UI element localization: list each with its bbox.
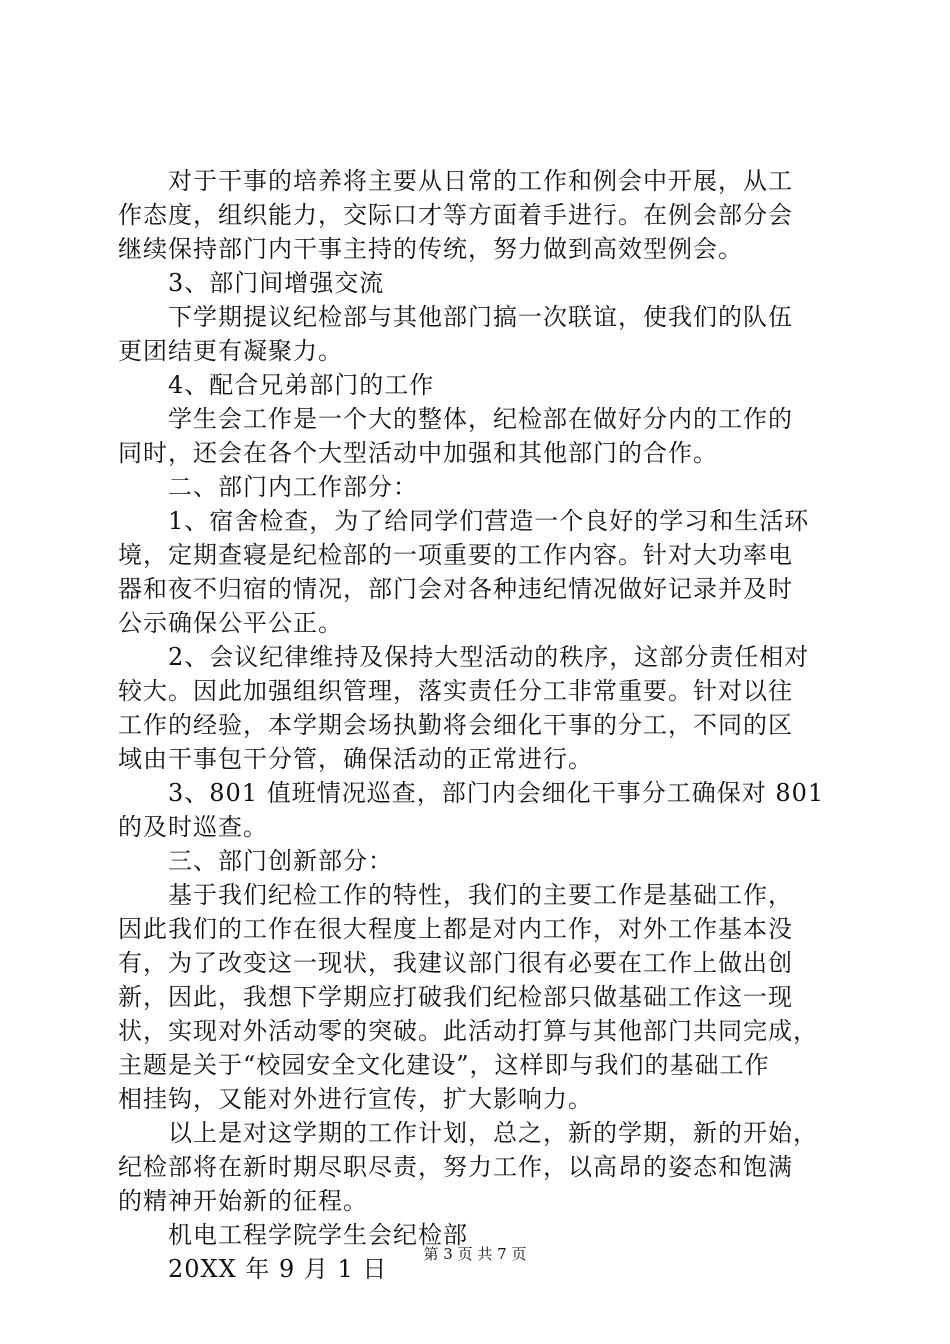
text-line: 公示确保公平公正。 <box>118 609 343 637</box>
signature-org: 机电工程学院学生会纪检部 <box>118 1221 468 1249</box>
text-line: 作态度，组织能力，交际口才等方面着手进行。在例会部分会 <box>118 201 793 229</box>
section-heading: 三、部门创新部分： <box>118 847 393 875</box>
text-line: 继续保持部门内干事主持的传统，努力做到高效型例会。 <box>118 235 743 263</box>
text-line: 相挂钩，又能对外进行宣传，扩大影响力。 <box>118 1085 593 1113</box>
section-heading: 4、配合兄弟部门的工作 <box>118 371 435 399</box>
text-line: 状，实现对外活动零的突破。此活动打算与其他部门共同完成， <box>118 1017 818 1045</box>
text-line: 的精神开始新的征程。 <box>118 1187 368 1215</box>
text-line: 对于干事的培养将主要从日常的工作和例会中开展，从工 <box>118 167 793 195</box>
text-line: 新，因此，我想下学期应打破我们纪检部只做基础工作这一现 <box>118 983 793 1011</box>
text-line: 境，定期查寝是纪检部的一项重要的工作内容。针对大功率电 <box>118 541 793 569</box>
text-line: 基于我们纪检工作的特性，我们的主要工作是基础工作， <box>118 881 793 909</box>
text-line: 器和夜不归宿的情况，部门会对各种违纪情况做好记录并及时 <box>118 575 793 603</box>
text-line: 较大。因此加强组织管理，落实责任分工非常重要。针对以往 <box>118 677 793 705</box>
text-line: 3、801 值班情况巡查，部门内会细化干事分工确保对 801 <box>118 779 825 807</box>
text-line: 的及时巡查。 <box>118 813 268 841</box>
text-line: 1、宿舍检查，为了给同学们营造一个良好的学习和生活环 <box>118 507 810 535</box>
text-line: 下学期提议纪检部与其他部门搞一次联谊，使我们的队伍 <box>118 303 793 331</box>
page-number: 第 3 页 共 7 页 <box>423 1245 527 1263</box>
text-line: 纪检部将在新时期尽职尽责，努力工作，以高昂的姿态和饱满 <box>118 1153 793 1181</box>
text-line: 学生会工作是一个大的整体，纪检部在做好分内的工作的 <box>118 405 793 433</box>
text-line: 同时，还会在各个大型活动中加强和其他部门的合作。 <box>118 439 718 467</box>
text-line: 因此我们的工作在很大程度上都是对内工作，对外工作基本没 <box>118 915 793 943</box>
text-line: 域由干事包干分管，确保活动的正常进行。 <box>118 745 593 773</box>
text-line: 工作的经验，本学期会场执勤将会细化干事的分工，不同的区 <box>118 711 793 739</box>
text-line: 更团结更有凝聚力。 <box>118 337 343 365</box>
text-line: 主题是关于“校园安全文化建设”，这样即与我们的基础工作 <box>118 1051 770 1079</box>
section-heading: 3、部门间增强交流 <box>118 269 385 297</box>
text-line: 有，为了改变这一现状，我建议部门很有必要在工作上做出创 <box>118 949 793 977</box>
signature-date: 20XX 年 9 月 1 日 <box>118 1255 388 1283</box>
text-line: 2、会议纪律维持及保持大型活动的秩序，这部分责任相对 <box>118 643 810 671</box>
text-line: 以上是对这学期的工作计划，总之，新的学期，新的开始， <box>118 1119 818 1147</box>
section-heading: 二、部门内工作部分： <box>118 473 418 501</box>
